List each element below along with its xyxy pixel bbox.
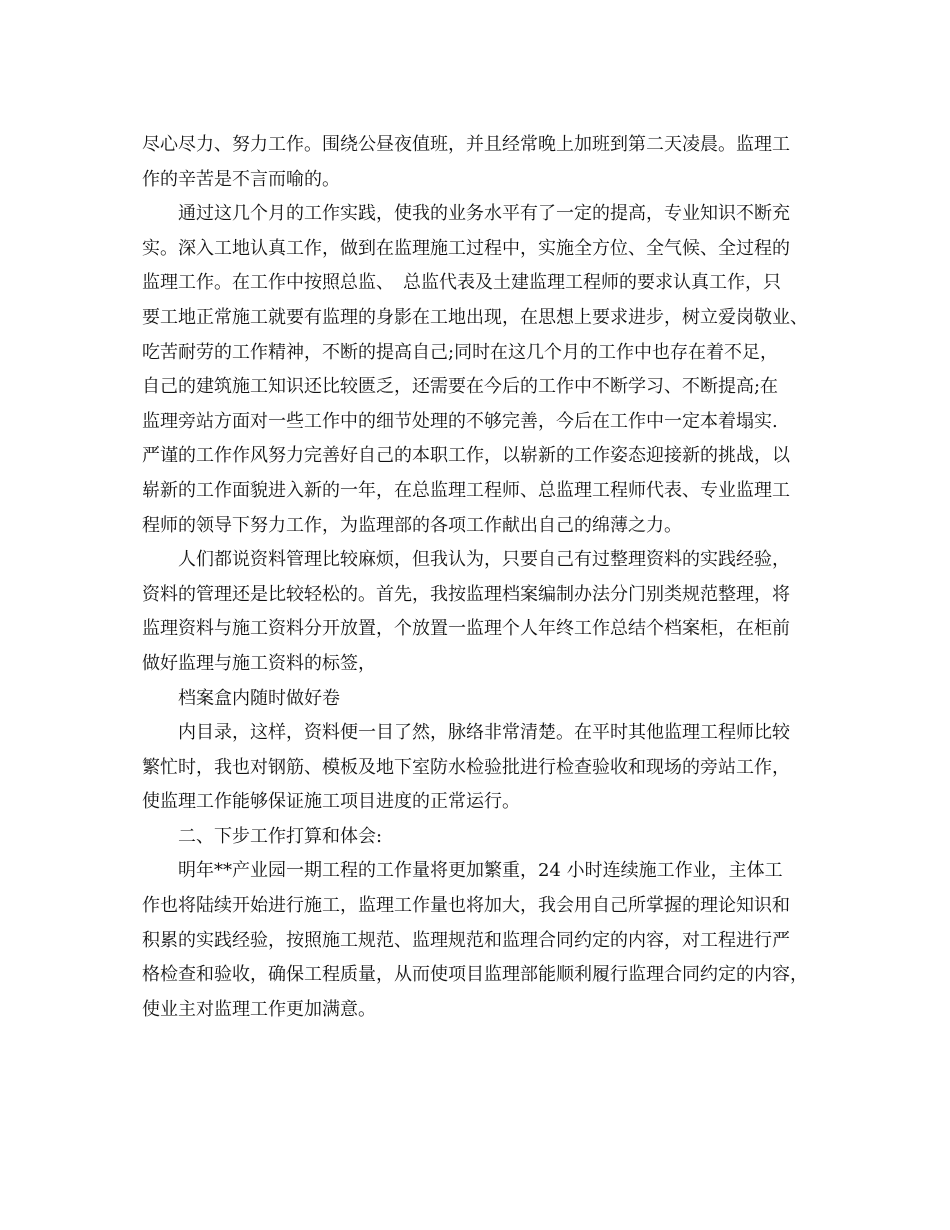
text-line: 尽心尽力、努力工作。围绕公昼夜值班，并且经常晚上加班到第二天凌晨。监理工 [142, 134, 790, 155]
document-body [142, 128, 822, 1027]
text-line: 严谨的工作作风努力完善好自己的本职工作，以崭新的工作姿态迎接新的挑战，以 [142, 445, 790, 467]
text-line: 作的辛苦是不言而喻的。 [142, 168, 340, 190]
text-line: 积累的实践经验，按照施工规范、监理规范和监理合同约定的内容，对工程进行严 [142, 929, 790, 951]
text-line: 自己的建筑施工知识还比较匮乏，还需要在今后的工作中不断学习、不断提高;在 [142, 376, 779, 398]
text-line: 要工地正常施工就要有监理的身影在工地出现，在思想上要求进步，树立爱岗敬业、 [142, 306, 808, 328]
text-line: 格检查和验收，确保工程质量，从而使项目监理部能顺利履行监理合同约定的内容， [142, 964, 808, 986]
text-line: 程师的领导下努力工作，为监理部的各项工作献出自己的绵薄之力。 [142, 514, 682, 536]
text-line: 监理工作。在工作中按照总监、 总监代表及土建监理工程师的要求认真工作，只 [142, 272, 781, 294]
text-line: 崭新的工作面貌进入新的一年，在总监理工程师、总监理工程师代表、专业监理工 [142, 479, 790, 501]
text-line: 作也将陆续开始进行施工，监理工作量也将加大，我会用自己所掌握的理论知识和 [142, 895, 790, 917]
paragraph-start-line: 通过这几个月的工作实践，使我的业务水平有了一定的提高，专业知识不断充 [178, 203, 790, 225]
section-heading: 二、下步工作打算和体会: [178, 825, 383, 847]
paragraph-start-line: 明年**产业园一期工程的工作量将更加繁重，24 小时连续施工作业，主体工 [178, 860, 783, 882]
text-line: 监理资料与施工资料分开放置，个放置一监理个人年终工作总结个档案柜，在柜前 [142, 618, 790, 640]
paragraph-start-line: 内目录，这样，资料便一目了然，脉络非常清楚。在平时其他监理工程师比较 [178, 722, 790, 744]
text-line: 监理旁站方面对一些工作中的细节处理的不够完善，今后在工作中一定本着塌实. [142, 410, 778, 432]
paragraph-start-line: 档案盒内随时做好卷 [178, 687, 340, 709]
text-line: 做好监理与施工资料的标签， [142, 652, 376, 674]
text-line: 使业主对监理工作更加满意。 [142, 998, 376, 1020]
text-line: 繁忙时，我也对钢筋、模板及地下室防水检验批进行检查验收和现场的旁站工作， [142, 756, 790, 778]
paragraph-start-line: 人们都说资料管理比较麻烦，但我认为，只要自己有过整理资料的实践经验， [178, 549, 790, 571]
text-line: 实。深入工地认真工作，做到在监理施工过程中，实施全方位、全气候、全过程的 [142, 237, 790, 259]
text-line: 吃苦耐劳的工作精神，不断的提高自己;同时在这几个月的工作中也存在着不足， [142, 341, 779, 363]
text-line: 资料的管理还是比较轻松的。首先，我按监理档案编制办法分门别类规范整理，将 [142, 583, 790, 605]
text-line: 使监理工作能够保证施工项目进度的正常运行。 [142, 791, 520, 813]
